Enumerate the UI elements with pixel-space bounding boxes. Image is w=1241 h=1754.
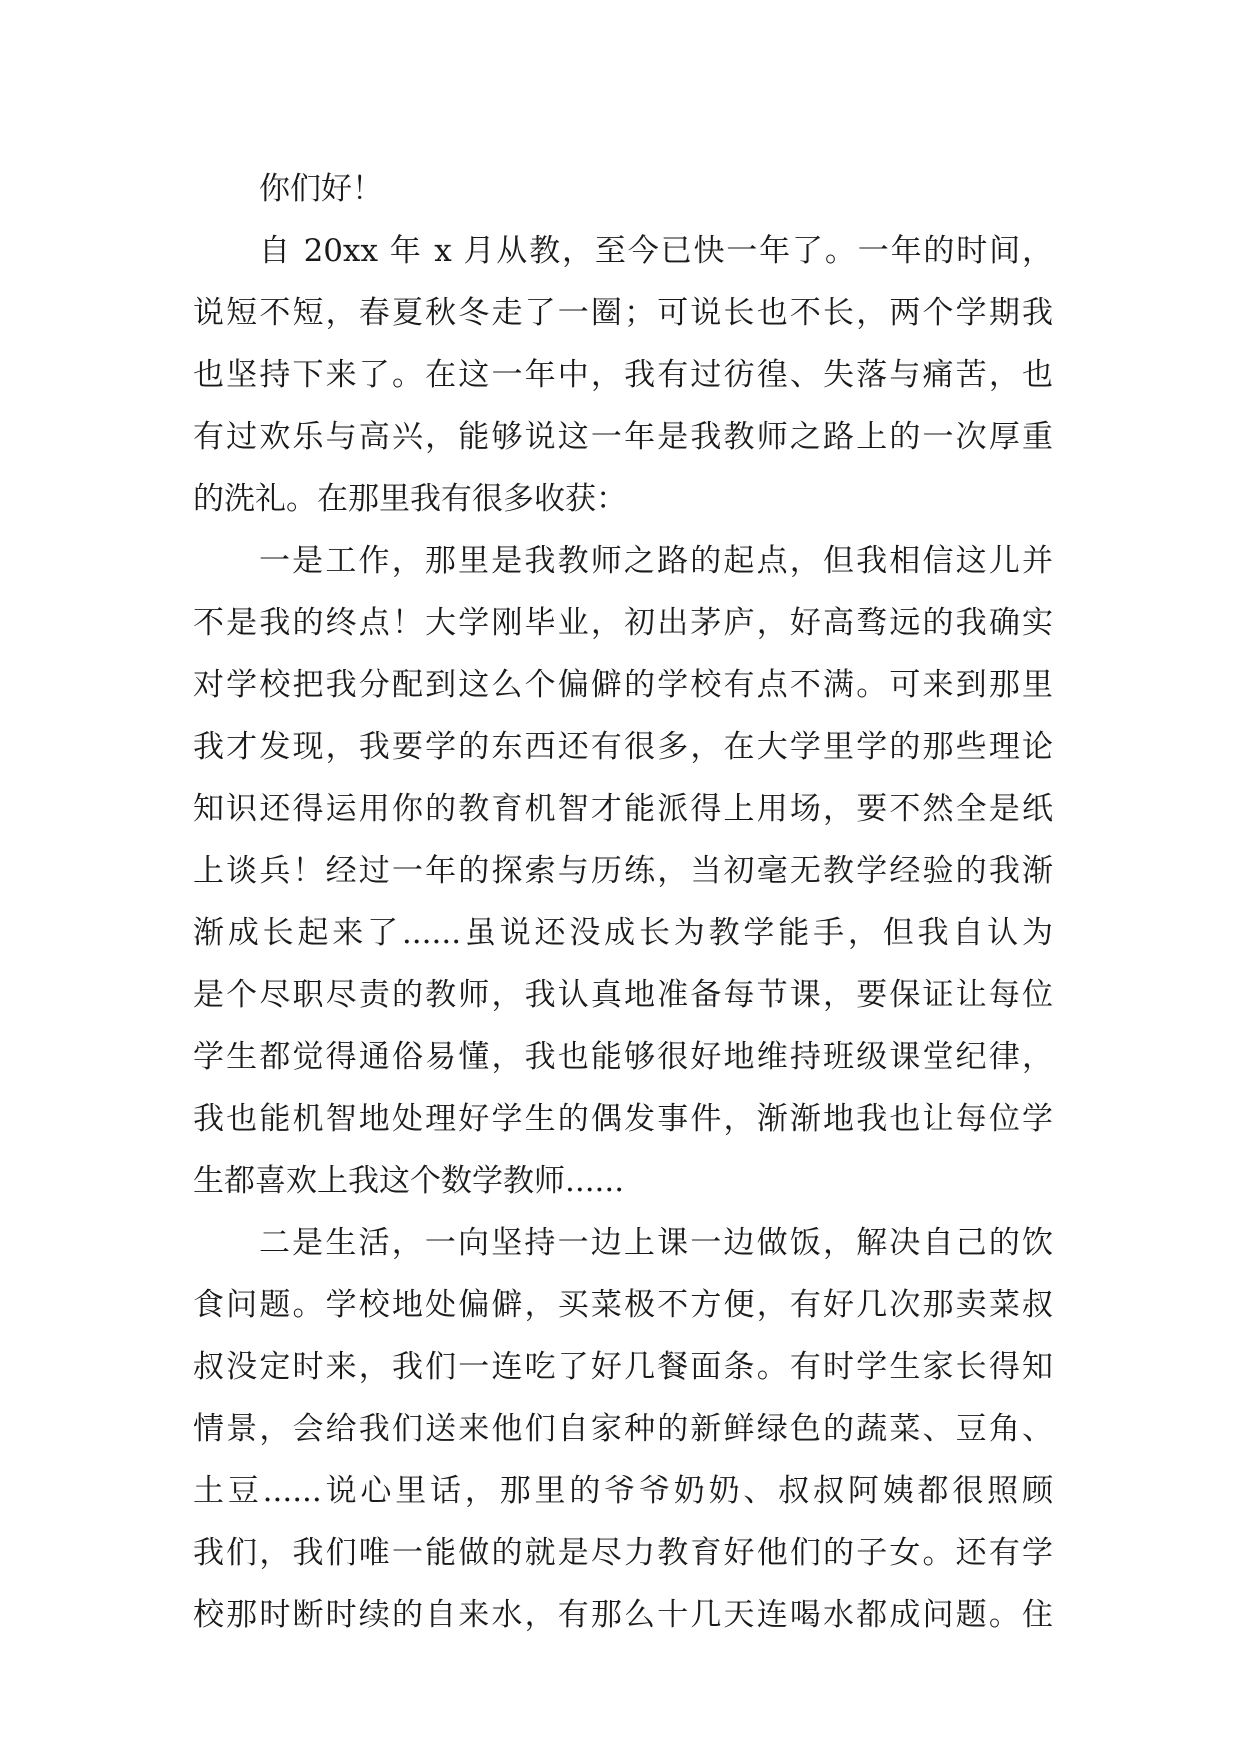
text-line: 我也能机智地处理好学生的偶发事件，渐渐地我也让每位学 — [193, 1101, 1053, 1137]
text-line: 一是工作，那里是我教师之路的起点，但我相信这儿并 — [259, 543, 1053, 579]
text-line: 生都喜欢上我这个数学教师...... — [193, 1163, 625, 1199]
text-line: 食问题。学校地处偏僻，买菜极不方便，有好几次那卖菜叔 — [193, 1287, 1053, 1323]
text-line: 自 20xx 年 x 月从教，至今已快一年了。一年的时间， — [259, 233, 1053, 269]
text-line: 是个尽职尽责的教师，我认真地准备每节课，要保证让每位 — [193, 977, 1053, 1013]
text-line: 学生都觉得通俗易懂，我也能够很好地维持班级课堂纪律， — [193, 1039, 1053, 1075]
text-line: 校那时断时续的自来水，有那么十几天连喝水都成问题。住 — [193, 1597, 1053, 1633]
text-line: 我才发现，我要学的东西还有很多，在大学里学的那些理论 — [193, 729, 1053, 765]
text-line: 也坚持下来了。在这一年中，我有过彷徨、失落与痛苦，也 — [193, 357, 1053, 393]
text-line: 情景，会给我们送来他们自家种的新鲜绿色的蔬菜、豆角、 — [193, 1411, 1053, 1447]
text-line: 上谈兵！经过一年的探索与历练，当初毫无教学经验的我渐 — [193, 853, 1053, 889]
document-body — [193, 158, 1053, 1646]
paragraph-3 — [193, 1212, 1053, 1646]
text-line: 叔没定时来，我们一连吃了好几餐面条。有时学生家长得知 — [193, 1349, 1053, 1385]
paragraph-1 — [193, 220, 1053, 530]
text-line: 不是我的终点！大学刚毕业，初出茅庐，好高骛远的我确实 — [193, 605, 1053, 641]
text-line: 知识还得运用你的教育机智才能派得上用场，要不然全是纸 — [193, 791, 1053, 827]
text-line: 渐成长起来了......虽说还没成长为教学能手，但我自认为 — [193, 915, 1053, 951]
text-line: 对学校把我分配到这么个偏僻的学校有点不满。可来到那里 — [193, 667, 1053, 703]
text-line: 的洗礼。在那里我有很多收获： — [193, 481, 627, 517]
paragraph-2 — [193, 530, 1053, 1212]
text-line: 二是生活，一向坚持一边上课一边做饭，解决自己的饮 — [259, 1225, 1053, 1261]
greeting-line: 你们好！ — [259, 171, 383, 207]
text-line: 有过欢乐与高兴，能够说这一年是我教师之路上的一次厚重 — [193, 419, 1053, 455]
text-line: 说短不短，春夏秋冬走了一圈；可说长也不长，两个学期我 — [193, 295, 1053, 331]
text-line: 我们，我们唯一能做的就是尽力教育好他们的子女。还有学 — [193, 1535, 1053, 1571]
text-line: 土豆......说心里话，那里的爷爷奶奶、叔叔阿姨都很照顾 — [193, 1473, 1053, 1509]
